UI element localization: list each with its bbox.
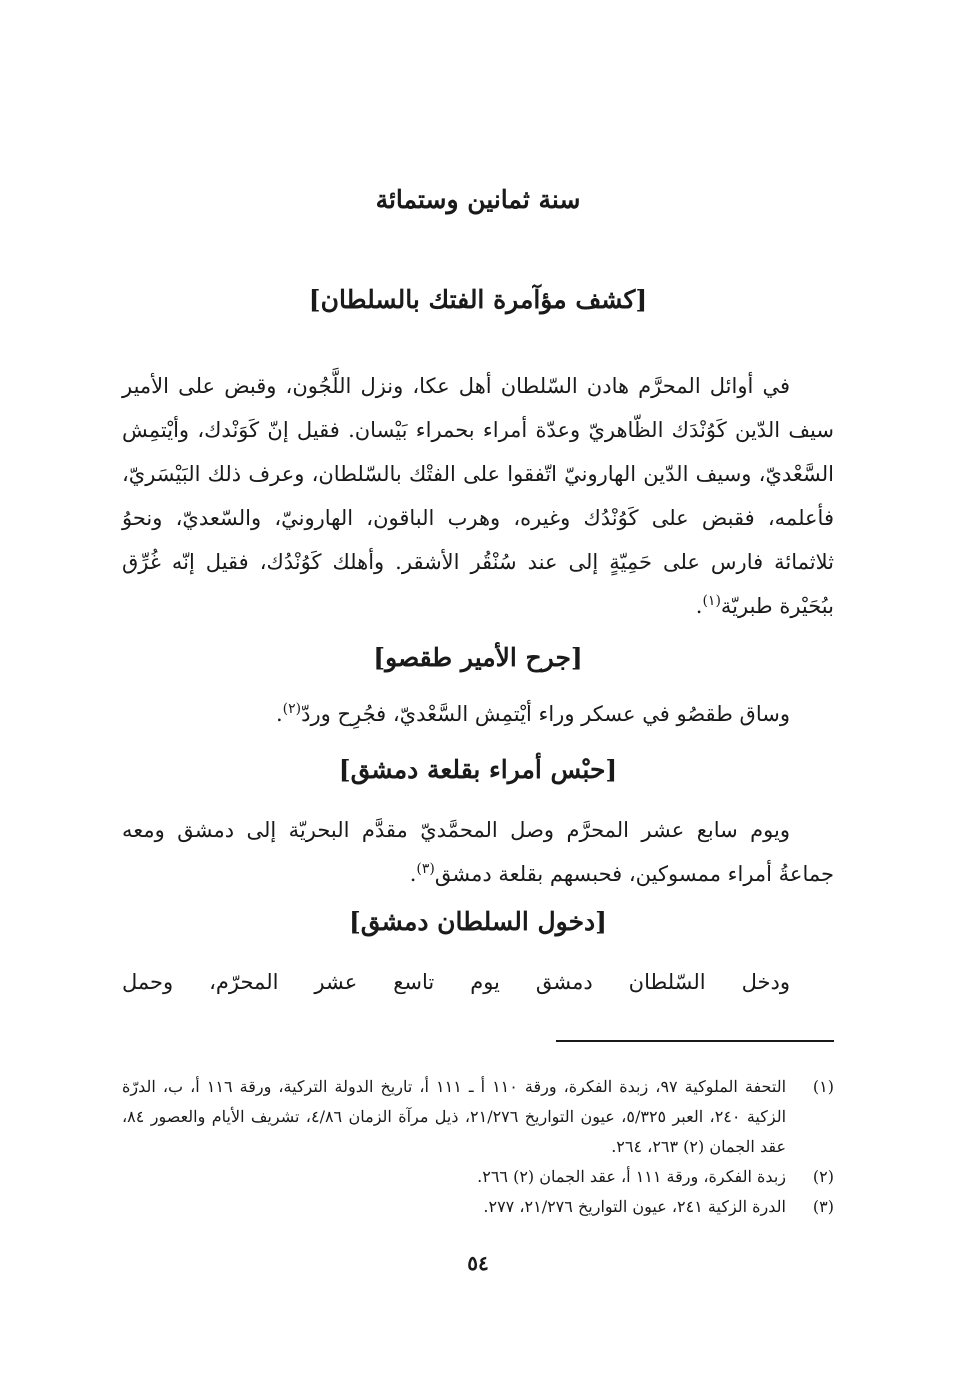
section-paragraph-imprisonment: ويوم سابع عشر المحرَّم وصل المحمَّديّ مقدَّم البحريّة إلى دمشق ومعه جماعةُ أمراء ممسوكين، فحبسهم بقلعة دمشق$^{(٣)}$.: [122, 818, 834, 886]
footnote-number: (٢): [812, 1167, 834, 1186]
paragraph-text: في أوائل المحرَّم هادن السّلطان أهل عكا، ونزل اللَّجُون، وقبض على الأمير سيف الدّين كَوُنْدَك الظّاهريّ وعدّة أمراء بحمراء بَيْسان. فقيل إنّ كَوَنْدك، وأيْتمِش السَّعْديّ، وسيف الدّين الهارونيّ اتّفقوا على الفتْك بالسّلطان، وعرف ذلك البَيْسَريّ، فأعلمه، فقبض على كَوُنْدُك وغيره، وهرب الباقون، الهارونيّ، والسّعديّ، ونحوُ ثلاثمائة فارس على حَمِيّةٍ إلى عند سُنْقُر الأشقر. وأهلك كَوُنْدُك، فقيل إنّه غُرِّق ببُحَيْرة طبريّة: [122, 374, 834, 618]
page-number: ٥٤: [467, 1251, 489, 1275]
footnote-ref-3: (٣): [416, 861, 435, 877]
year-title: سنة ثمانين وستمائة: [375, 185, 581, 214]
section-heading-conspiracy: [كشف مؤآمرة الفتك بالسلطان]: [308, 285, 648, 314]
section-paragraph-sultan-entry: [122, 960, 834, 1004]
footnote-3: [122, 1192, 834, 1222]
paragraph-text: ويوم سابع عشر المحرَّم وصل المحمَّديّ مقدَّم البحريّة إلى دمشق ومعه جماعةُ أمراء ممسوكين، فحبسهم بقلعة دمشق: [122, 818, 834, 886]
footnote-ref-2: (٢): [282, 701, 302, 717]
paragraph-text: ودخل السّلطان دمشق يوم تاسع عشر المحرّم، وحمل: [122, 970, 790, 994]
section-heading-sultan-entry: [دخول السلطان دمشق]: [348, 907, 608, 936]
section-paragraph-conspiracy: في أوائل المحرَّم هادن السّلطان أهل عكا، ونزل اللَّجُون، وقبض على الأمير سيف الدّين كَوُنْدَك الظّاهريّ وعدّة أمراء بحمراء بَيْسان. فقيل إنّ كَوَنْدك، وأيْتمِش السَّعْديّ، وسيف الدّين الهارونيّ اتّفقوا على الفتْك بالسّلطان، وعرف ذلك البَيْسَريّ، فأعلمه، فقبض على كَوُنْدُك وغيره، وهرب الباقون، الهارونيّ، والسّعديّ، ونحوُ ثلاثمائة فارس على حَمِيّةٍ إلى عند سُنْقُر الأشقر. وأهلك كَوُنْدُك، فقيل إنّه غُرِّق ببُحَيْرة طبريّة$^{(١)}$.: [122, 374, 834, 618]
footnote-text: الدرة الزكية ٢٤١، عيون التواريخ ٢١/٢٧٦، ٢٧٧.: [483, 1197, 786, 1216]
footnote-ref-1: (١): [702, 593, 721, 609]
footnote-1: [122, 1072, 834, 1162]
section-heading-wounding: [جرح الأمير طقصو]: [373, 643, 583, 672]
section-paragraph-wounding: وساق طقصُو في عسكر وراء أيْتمِش السَّعْديّ، فجُرِح وردّ$^{(٢)}$.: [275, 701, 790, 726]
footnote-number: (١): [812, 1077, 834, 1096]
footnote-number: (٣): [812, 1197, 834, 1216]
footnotes: [122, 1072, 834, 1222]
paragraph-text: وساق طقصُو في عسكر وراء أيْتمِش السَّعْديّ، فجُرِح وردّ: [301, 702, 790, 726]
footnote-text: زبدة الفكرة، ورقة ١١١ أ، عقد الجمان (٢) ٢٦٦.: [477, 1167, 786, 1186]
section-heading-imprisonment: [حبْس أمراء بقلعة دمشق]: [338, 755, 618, 784]
footnote-text: التحفة الملوكية ٩٧، زبدة الفكرة، ورقة ١١٠ أ ـ ١١١ أ، تاريخ الدولة التركية، ورقة ١١٦ أ، ب، الدرّة الزكية ٢٤٠، العبر ٥/٣٢٥، عيون التواريخ ٢١/٢٧٦، ذيل مرآة الزمان ٤/٨٦، تشريف الأيام والعصور ٨٤، عقد الجمان (٢) ٢٦٣، ٢٦٤.: [122, 1077, 787, 1156]
footnote-2: [122, 1162, 834, 1192]
footnote-divider: [556, 1040, 834, 1042]
